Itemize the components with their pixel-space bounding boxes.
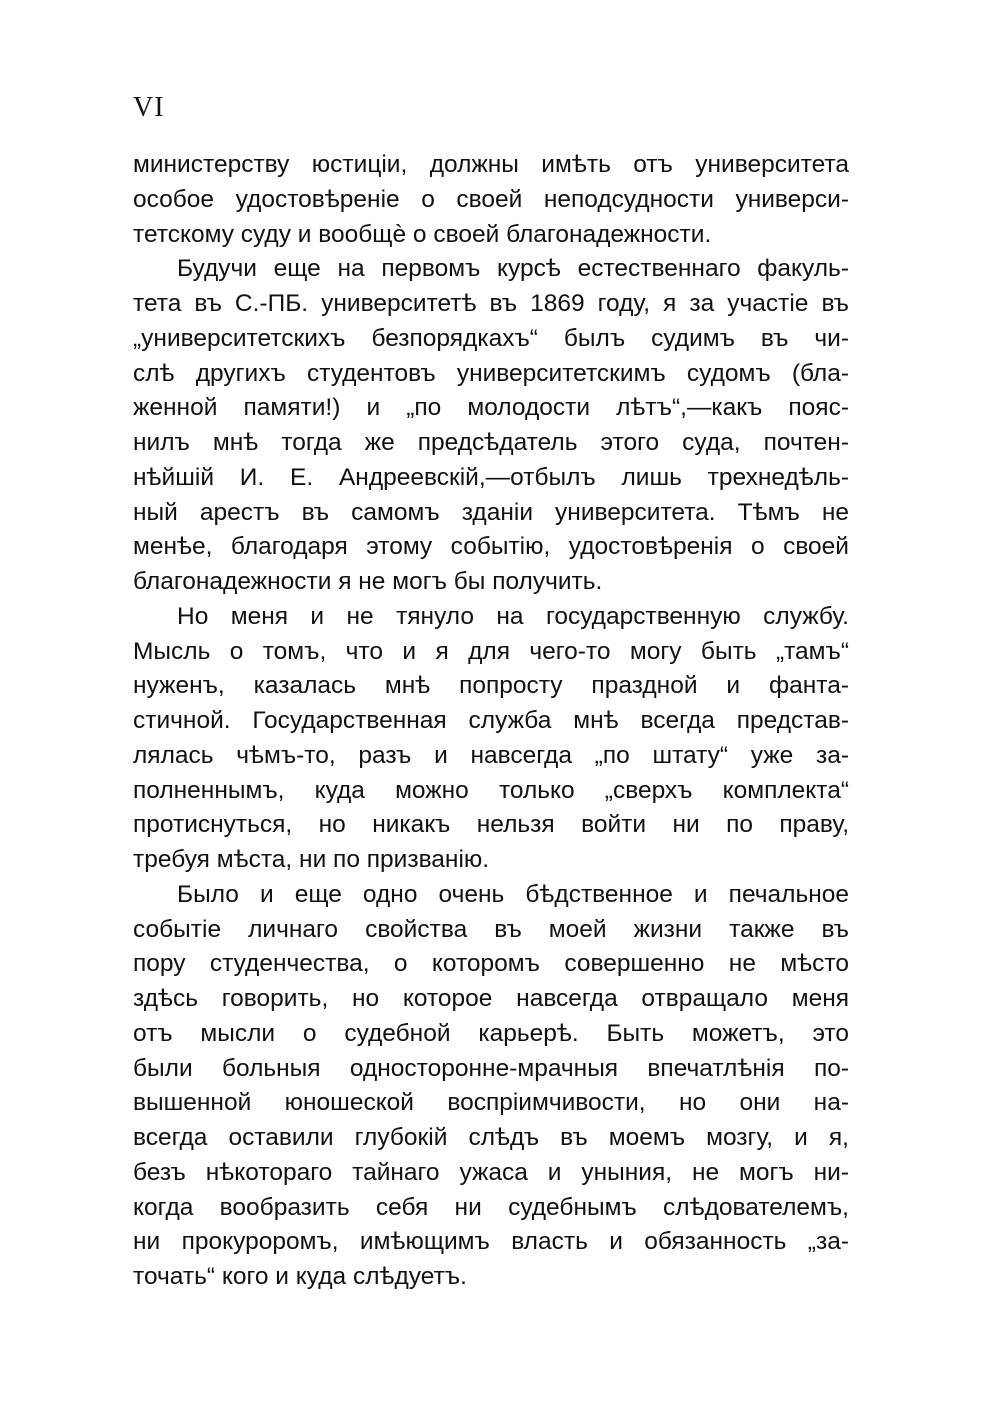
text-line: ный арестъ въ самомъ зданiи университета. Тѣмъ не	[133, 498, 849, 526]
body-text	[133, 148, 849, 1295]
text-line: всегда оставили глубокiй слѣдъ въ моемъ мозгу, и я,	[133, 1124, 849, 1151]
paragraph	[133, 600, 849, 878]
text-line: нилъ мнѣ тогда же предсѣдатель этого суда, почтен-	[133, 429, 849, 456]
paragraph	[133, 252, 849, 600]
text-line: безъ нѣкотораго тайнаго ужаса и уныния, не могъ ни-	[133, 1158, 849, 1186]
text-line: Но меня и не тянуло на государственную службу.	[177, 602, 849, 630]
text-line: Будучи еще на первомъ курсѣ естественнаго факуль-	[177, 255, 849, 283]
text-line: женной памяти!) и „по молодости лѣтъ“,—какъ пояс-	[133, 394, 849, 422]
text-line: точать“ кого и куда слѣдуетъ.	[133, 1263, 467, 1290]
text-line: ни прокуроромъ, имѣющимъ власть и обязанность „за-	[133, 1228, 849, 1256]
text-line: нуженъ, казалась мнѣ попросту праздной и фанта-	[133, 672, 849, 700]
text-line: благонадежности я не могъ бы получить.	[133, 568, 603, 595]
paragraph	[133, 148, 849, 252]
text-line: слѣ другихъ студентовъ университетскимъ судомъ (бла-	[133, 359, 849, 387]
text-line: Мысль о томъ, что и я для чего-то могу быть „тамъ“	[133, 637, 849, 665]
text-line: министерству юстицiи, должны имѣть отъ университета	[133, 151, 849, 178]
text-line: отъ мысли о судебной карьерѣ. Быть можетъ, это	[133, 1019, 849, 1047]
text-line: нѣйшiй И. Е. Андреевскiй,—отбылъ лишь трехнедѣль-	[133, 463, 849, 491]
page-number: VI	[133, 92, 165, 123]
text-line: тетскому суду и вообщѐ о своей благонадежности.	[133, 220, 712, 248]
text-line: „университетскихъ безпорядкахъ“ былъ судимъ въ чи-	[133, 324, 849, 352]
text-line: событiе личнаго свойства въ моей жизни также въ	[133, 915, 849, 943]
text-line: пору студенчества, о которомъ совершенно не мѣсто	[133, 950, 849, 978]
text-line: менѣе, благодаря этому событiю, удостовѣренiя о своей	[133, 533, 849, 561]
paragraph	[133, 878, 849, 1295]
text-line: лялась чѣмъ-то, разъ и навсегда „по штату“ уже за-	[133, 741, 849, 769]
text-line: вышенной юношеской воспрiимчивости, но они на-	[133, 1089, 849, 1117]
text-line: стичной. Государственная служба мнѣ всегда представ-	[133, 707, 849, 734]
text-line: Было и еще одно очень бѣдственное и печальное	[177, 880, 849, 908]
text-line: были больныя односторонне-мрачныя впечатлѣнiя по-	[133, 1054, 849, 1082]
text-line: тета въ С.-ПБ. университетѣ въ 1869 году, я за участiе въ	[133, 290, 849, 317]
text-line: полненнымъ, куда можно только „сверхъ комплекта“	[133, 776, 849, 804]
text-line: когда вообразить себя ни судебнымъ слѣдователемъ,	[133, 1193, 849, 1221]
text-line: требуя мѣста, ни по призванiю.	[133, 846, 490, 873]
text-line: здѣсь говорить, но которое навсегда отвращало меня	[133, 985, 849, 1012]
text-line: протиснуться, но никакъ нельзя войти ни по праву,	[133, 811, 849, 839]
text-line: особое удостовѣренiе о своей неподсудности универси-	[133, 185, 849, 213]
